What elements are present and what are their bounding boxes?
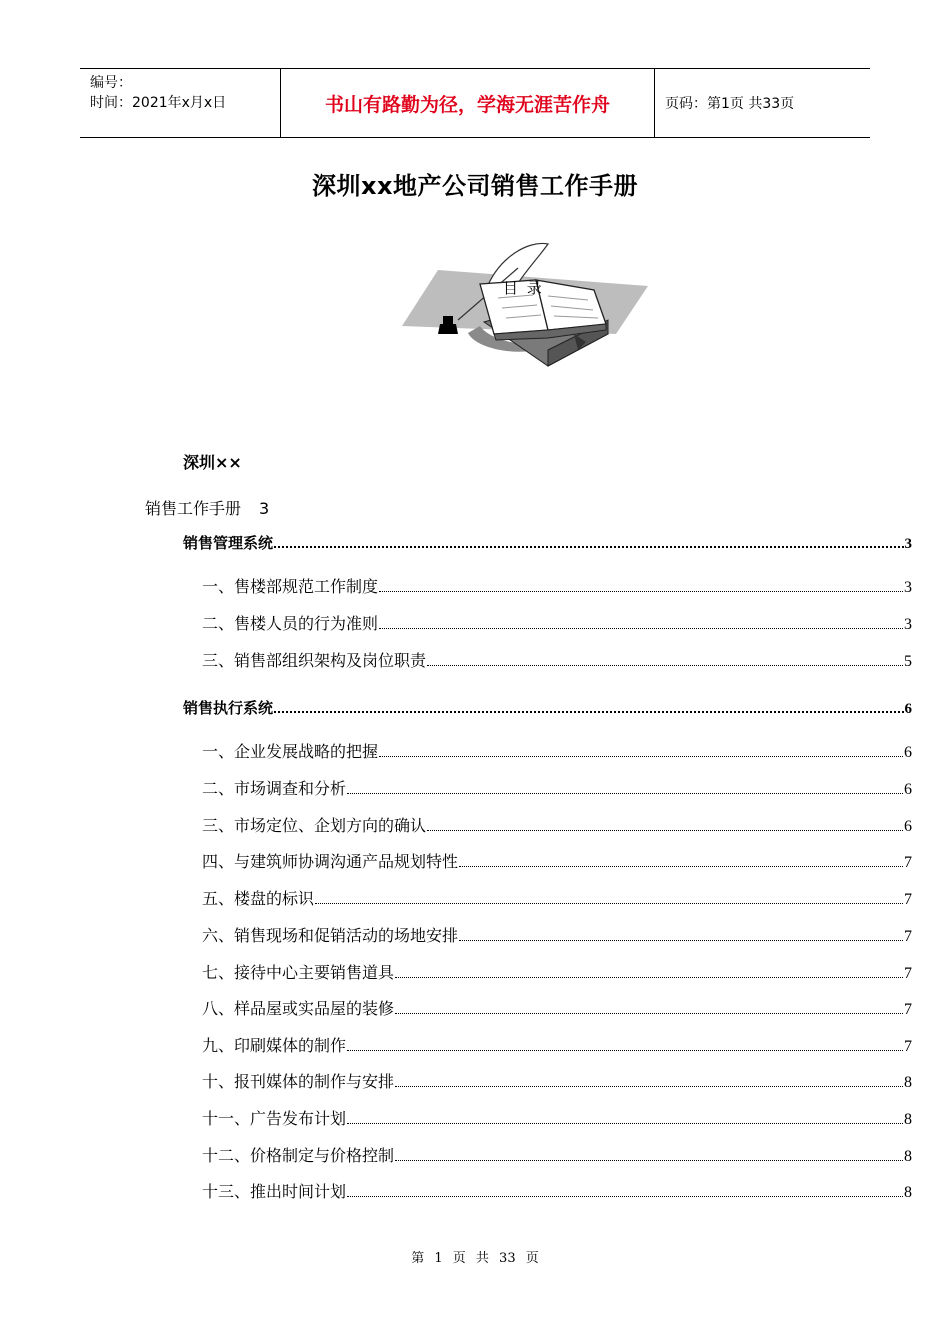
header-motto: 书山有路勤为径，学海无涯苦作舟 (281, 69, 655, 137)
toc-page-number: 7 (904, 1038, 912, 1055)
toc-page-number: 7 (904, 1001, 912, 1018)
toc-item[interactable] (202, 1071, 912, 1094)
toc-item-label: 十二、价格制定与价格控制 (202, 1146, 395, 1165)
toc-section-2[interactable] (183, 696, 912, 720)
toc-item[interactable] (202, 1035, 912, 1058)
toc-page-number: 7 (904, 891, 912, 908)
toc-subtitle (145, 496, 269, 519)
toc-section-1[interactable] (183, 531, 912, 555)
toc-item[interactable] (202, 962, 912, 985)
toc-item-label: 十、报刊媒体的制作与安排 (202, 1072, 395, 1091)
toc-item[interactable] (202, 613, 912, 636)
toc-page-number: 8 (904, 1184, 912, 1201)
toc-item[interactable] (202, 741, 912, 764)
toc-page-number: 8 (904, 1074, 912, 1091)
toc-item-label: 二、市场调查和分析 (202, 779, 347, 798)
toc-page-number: 3 (904, 579, 912, 596)
toc-item[interactable] (202, 888, 912, 911)
toc-page-number: 6 (904, 818, 912, 835)
toc-item[interactable] (202, 925, 912, 948)
toc-item-label: 九、印刷媒体的制作 (202, 1036, 347, 1055)
toc-page-number: 7 (904, 928, 912, 945)
toc-item-label: 一、企业发展战略的把握 (202, 742, 379, 761)
document-title: 深圳xx地产公司销售工作手册 (312, 172, 638, 200)
toc-page-number: 6 (904, 781, 912, 798)
toc-page-number: 7 (904, 854, 912, 871)
toc-item-label: 七、接待中心主要销售道具 (202, 963, 395, 982)
toc-item[interactable] (202, 851, 912, 874)
toc-page-number: 3 (904, 616, 912, 633)
header-table (80, 68, 870, 138)
page-footer: 第 1 页 共 33 页 (411, 1251, 539, 1266)
toc-page-number: 8 (904, 1111, 912, 1128)
toc-page-number: 5 (904, 653, 912, 670)
toc-page-number: 3 (904, 536, 912, 552)
document-number-label: 编号： (90, 75, 132, 91)
header-meta-cell (80, 69, 281, 137)
toc-page-number: 6 (904, 701, 912, 717)
toc-item-label: 十一、广告发布计划 (202, 1109, 347, 1128)
toc-page-number: 8 (904, 1148, 912, 1165)
toc-item-label: 二、售楼人员的行为准则 (202, 614, 379, 633)
toc-item-label: 三、市场定位、企划方向的确认 (202, 816, 427, 835)
toc-item[interactable] (202, 1108, 912, 1131)
toc-item[interactable] (202, 650, 912, 673)
document-time-label: 时间：2021年x月x日 (90, 95, 227, 111)
toc-heading: 深圳×× (183, 453, 242, 472)
inkwell-icon (438, 324, 458, 334)
toc-page-number: 6 (904, 744, 912, 761)
toc-item[interactable] (202, 1181, 912, 1204)
toc-subtitle-label: 销售工作手册 (145, 499, 242, 518)
toc-item-label: 四、与建筑师协调沟通产品规划特性 (202, 852, 459, 871)
toc-item-label: 十三、推出时间计划 (202, 1182, 347, 1201)
toc-item-label: 五、楼盘的标识 (202, 889, 315, 908)
toc-item-label: 八、样品屋或实品屋的装修 (202, 999, 395, 1018)
toc-item-label: 三、销售部组织架构及岗位职责 (202, 651, 427, 670)
toc-section-label: 销售管理系统 (183, 534, 274, 552)
toc-subtitle-page: 3 (259, 499, 270, 518)
book-quill-illustration (398, 238, 658, 368)
toc-item[interactable] (202, 778, 912, 801)
toc-section-label: 销售执行系统 (183, 699, 274, 717)
toc-item[interactable] (202, 998, 912, 1021)
toc-item-label: 一、售楼部规范工作制度 (202, 577, 379, 596)
illustration-label: 目 录 (503, 279, 544, 297)
toc-item[interactable] (202, 815, 912, 838)
header-page-info: 页码：第1页 共33页 (665, 96, 795, 112)
toc-page-number: 7 (904, 965, 912, 982)
toc-item[interactable] (202, 576, 912, 599)
toc-item[interactable] (202, 1145, 912, 1168)
toc-item-label: 六、销售现场和促销活动的场地安排 (202, 926, 459, 945)
